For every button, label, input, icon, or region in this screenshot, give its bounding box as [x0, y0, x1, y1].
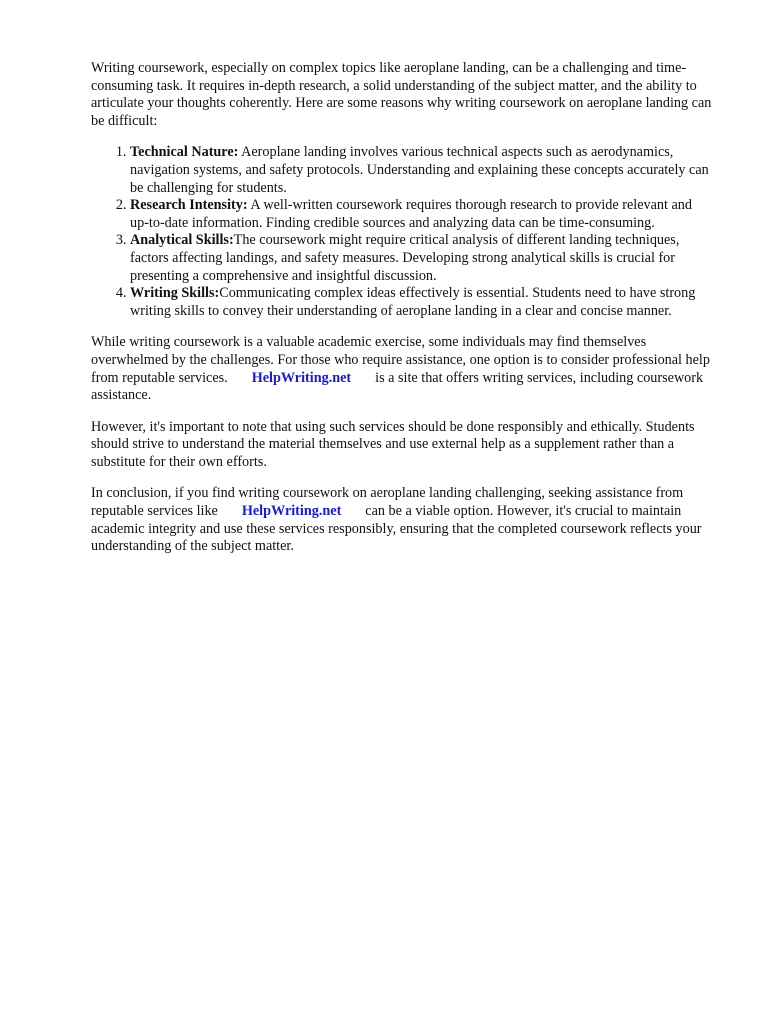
assistance-paragraph [91, 334, 712, 404]
ethics-paragraph: However, it's important to note that using such services should be done responsibly and ethically. Students should strive to understand the material themselves and use external help as a supplement rather than a substitute for their own efforts. [91, 418, 695, 470]
conclusion-text-after: can be a viable option. However, it's crucial to maintain academic integrity and use these services responsibly, ensuring that the completed coursework reflects your understanding of the subject matter. [91, 503, 702, 555]
helpwriting-link[interactable]: HelpWriting.net [251, 369, 352, 386]
list-item [130, 285, 712, 320]
list-item [130, 232, 712, 285]
assistance-text-before: While writing coursework is a valuable academic exercise, some individuals may find themselves overwhelmed by the challenges. For those who require assistance, one option is to consider professional help from reputable services. [91, 334, 710, 386]
reasons-list [91, 144, 712, 320]
reason-text: The coursework might require critical analysis of different landing techniques, factors affecting landings, and safety measures. Developing strong analytical skills is crucial for presenting a comprehensive and insightful discussion. [130, 232, 680, 284]
intro-paragraph: Writing coursework, especially on complex topics like aeroplane landing, can be a challenging and time-consuming task. It requires in-depth research, a solid understanding of the subject matter, and the ability to articulate your thoughts coherently. Here are some reasons why writing coursework on aeroplane landing can be difficult: [91, 60, 712, 129]
assistance-text-after: is a site that offers writing services, including coursework assistance. [91, 369, 704, 404]
list-item [130, 197, 712, 232]
reason-term: Research Intensity: [130, 197, 248, 214]
reason-text: Communicating complex ideas effectively is essential. Students need to have strong writing skills to convey their understanding of aeroplane landing in a clear and concise manner. [130, 285, 696, 319]
reason-term: Writing Skills: [130, 285, 220, 302]
conclusion-text-before: In conclusion, if you find writing coursework on aeroplane landing challenging, seeking assistance from reputable services like [91, 485, 684, 520]
helpwriting-link[interactable]: HelpWriting.net [241, 503, 342, 520]
reason-term: Analytical Skills: [130, 232, 234, 249]
reason-text: A well-written coursework requires thorough research to provide relevant and up-to-date information. Finding credible sources and analyzing data can be time-consuming. [130, 197, 692, 231]
reason-text: Aeroplane landing involves various technical aspects such as aerodynamics, navigation systems, and safety protocols. Understanding and explaining these concepts accurately can be challenging for students. [130, 144, 709, 196]
reason-term: Technical Nature: [130, 144, 239, 161]
conclusion-paragraph [91, 485, 712, 555]
list-item [130, 144, 712, 197]
